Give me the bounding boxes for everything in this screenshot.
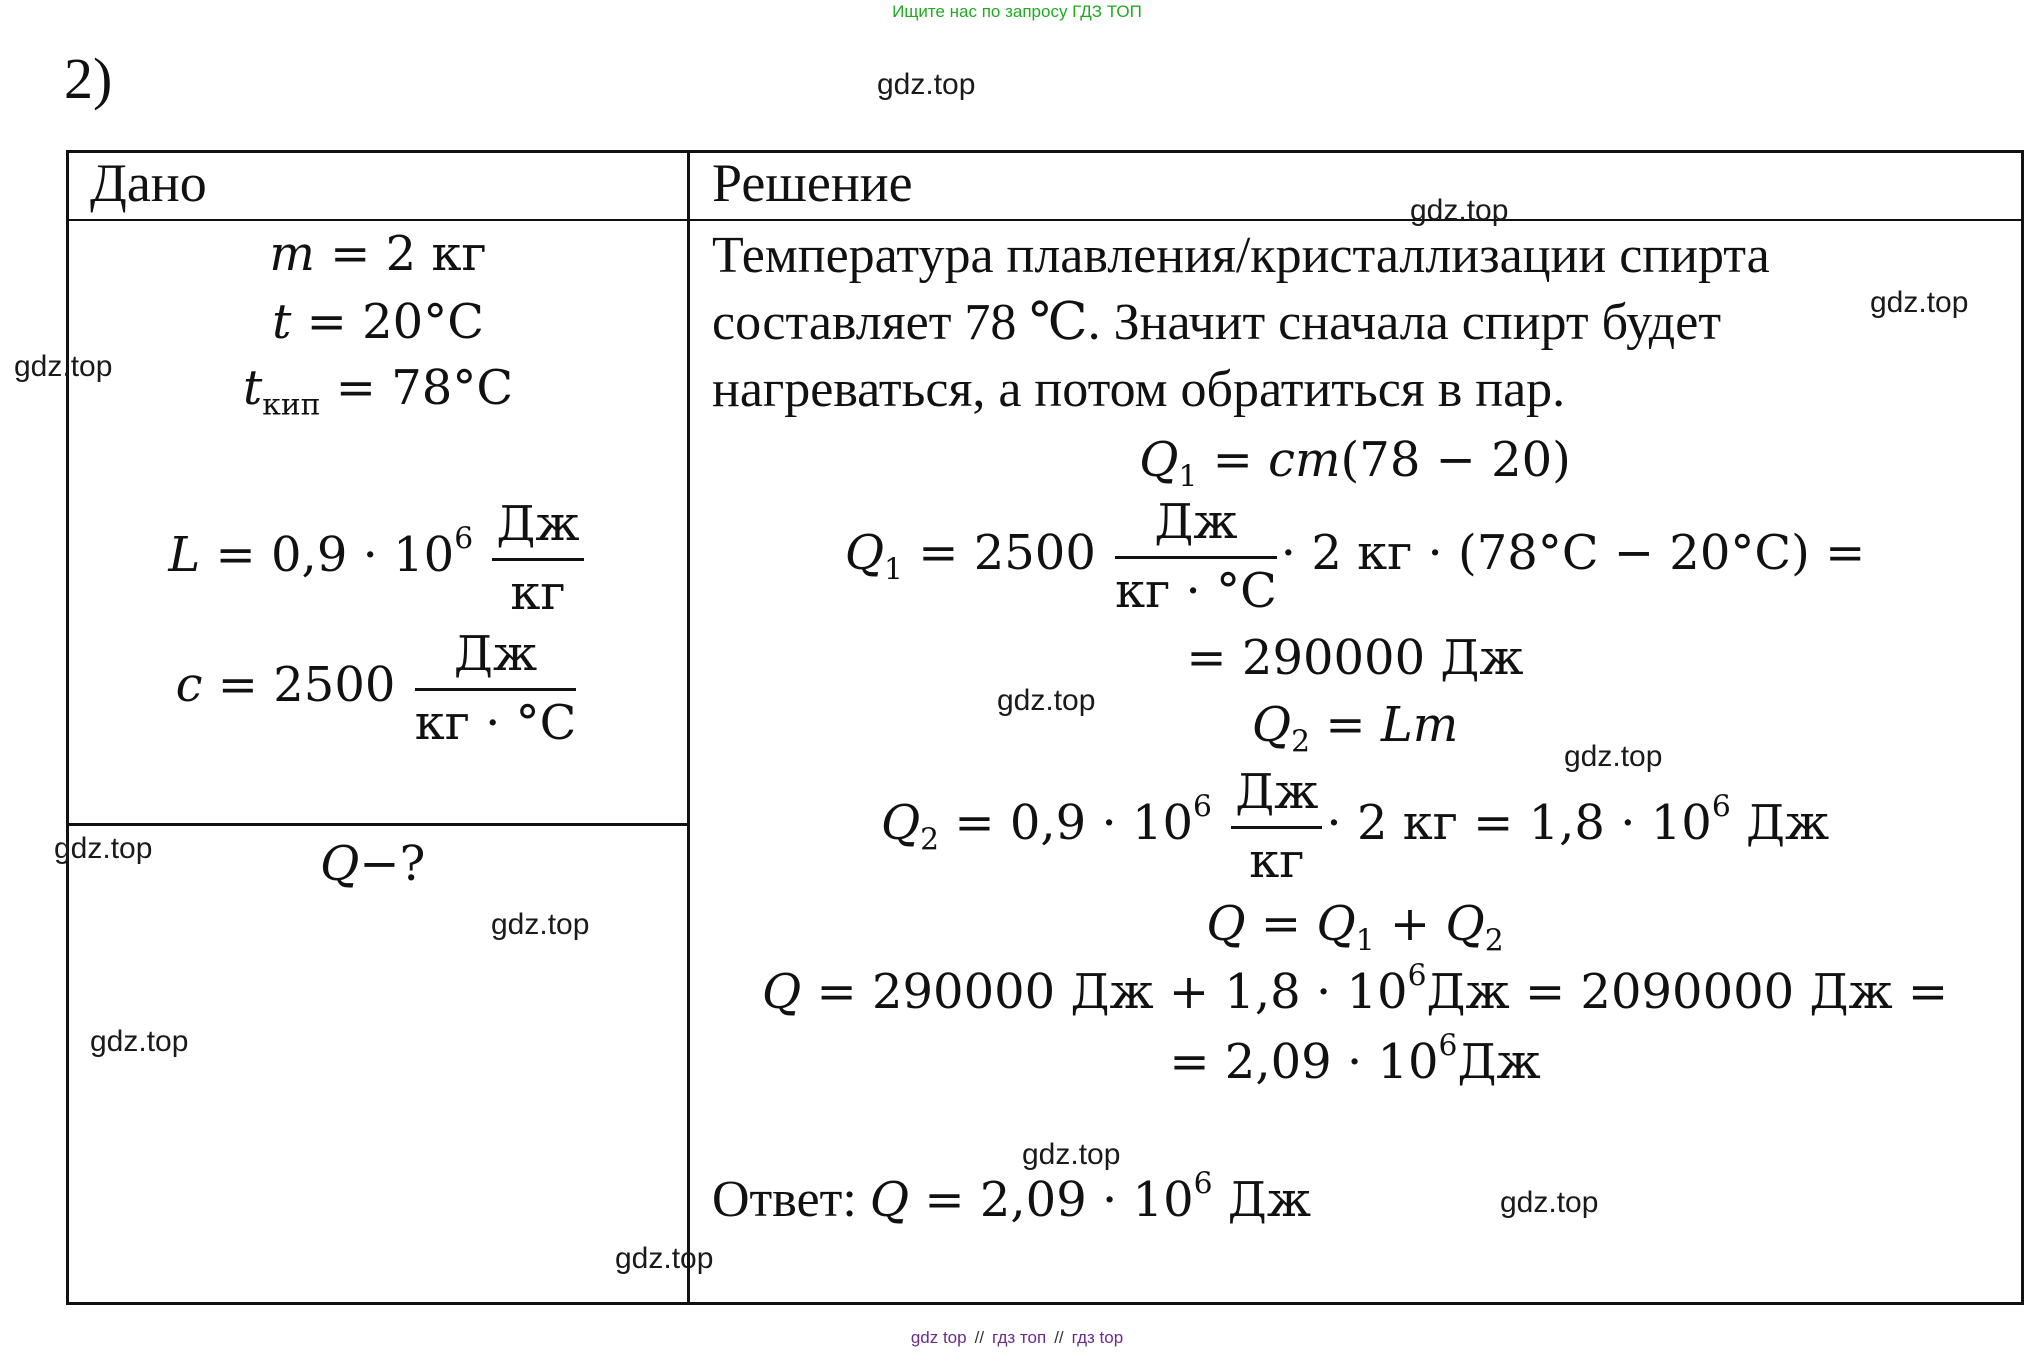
boiling-subscript: кип <box>262 387 321 423</box>
boiling-temperature-value: = 78°C <box>320 360 514 416</box>
sum-q1-symbol: Q <box>1316 896 1356 952</box>
q2s-unit-num: Дж <box>1231 764 1322 829</box>
q2-equals: = <box>1310 697 1381 753</box>
latent-heat-unit-num: Дж <box>492 496 583 561</box>
q2s-exponent: 6 <box>1193 789 1212 825</box>
specific-heat-unit <box>415 626 577 751</box>
total-result-exponent: 6 <box>1438 1028 1458 1064</box>
watermark: gdz.top <box>1500 1186 1599 1219</box>
total-rest1: = 290000 Дж + 1,8 · 10 <box>801 964 1408 1020</box>
mass-symbol: m <box>269 226 315 282</box>
watermark: gdz.top <box>54 832 153 865</box>
q2s-rest1: · 2 кг = 1,8 · 10 <box>1326 795 1712 851</box>
watermark: gdz.top <box>90 1025 189 1058</box>
latent-heat-unit <box>492 496 583 621</box>
total-result-rest2: Дж <box>1457 1034 1541 1090</box>
table-border-right <box>2021 150 2024 1305</box>
equation-q2-substitution <box>690 764 2020 889</box>
footer-link-gdz-top[interactable]: gdz top <box>910 1328 967 1347</box>
watermark: gdz.top <box>1870 286 1969 319</box>
q2s-unit <box>1231 764 1322 889</box>
search-banner: Ищите нас по запросу ГДЗ ТОП <box>892 2 1142 21</box>
watermark: gdz.top <box>1022 1138 1121 1171</box>
q2s-rest2: Дж <box>1730 795 1830 851</box>
sum-plus: + <box>1374 896 1446 952</box>
q2-subscript: 2 <box>1291 724 1311 760</box>
table-header-divider <box>66 219 2024 221</box>
table-border-top <box>66 150 2024 153</box>
q1s-subscript: 1 <box>884 552 903 588</box>
watermark: gdz.top <box>615 1242 714 1275</box>
equation-q1-result: = 290000 Дж <box>1186 630 1524 686</box>
watermark: gdz.top <box>877 68 976 101</box>
footer-separator: // <box>974 1328 985 1347</box>
latent-heat-exponent: 6 <box>454 521 474 557</box>
q2-symbol: Q <box>1251 697 1292 753</box>
solution-header: Решение <box>712 153 913 213</box>
answer-label: Ответ: <box>712 1171 870 1228</box>
q1s-coef: = 2500 <box>902 525 1096 581</box>
q1s-unit-num: Дж <box>1115 494 1277 559</box>
specific-heat-coef: = 2500 <box>202 657 396 713</box>
sum-equals: = <box>1245 896 1317 952</box>
given-header: Дано <box>90 153 207 213</box>
specific-heat-symbol: c <box>175 657 203 713</box>
boiling-temperature-symbol: t <box>242 360 263 416</box>
solution-text-line2: составляет 78 ℃. Значит сначала спирт будет <box>712 294 1722 351</box>
temperature-symbol: t <box>272 294 292 350</box>
given-mass <box>68 226 688 282</box>
latent-heat-coef: = 0,9 · 10 <box>200 527 455 583</box>
equation-q1-substitution <box>690 494 2020 619</box>
find-quantity <box>320 836 425 892</box>
footer-link-gdz-top-mixed[interactable]: гдз top <box>1071 1328 1124 1347</box>
q1-rhs-symbols: cm <box>1268 432 1341 488</box>
q2s-coef: = 0,9 · 10 <box>939 795 1194 851</box>
footer-separator: // <box>1054 1328 1064 1347</box>
watermark: gdz.top <box>491 908 590 941</box>
total-symbol: Q <box>761 964 802 1020</box>
given-temperature <box>68 294 688 350</box>
solution-text-line3: нагреваться, а потом обратиться в пар. <box>712 361 1566 418</box>
watermark: gdz.top <box>1564 740 1663 773</box>
solution-text-line1: Температура плавления/кристаллизации спирта <box>712 227 1770 284</box>
total-rest2: Дж = 2090000 Дж = <box>1426 964 1949 1020</box>
equation-q-total <box>690 958 2020 1020</box>
q2s-subscript: 2 <box>920 822 940 858</box>
answer-exponent: 6 <box>1193 1166 1213 1202</box>
specific-heat-unit-den: кг · °C <box>414 695 577 751</box>
q1s-unit-den: кг · °C <box>1115 563 1277 619</box>
answer <box>712 1166 1311 1229</box>
q1s-rest: · 2 кг · (78°C − 20°C) = <box>1280 525 1866 581</box>
equation-q-total-result <box>690 1028 2020 1090</box>
given-latent-heat <box>68 496 688 621</box>
mass-value: = 2 кг <box>314 226 487 282</box>
q1-symbol: Q <box>1139 432 1179 488</box>
watermark: gdz.top <box>997 684 1096 717</box>
sum-q1-subscript: 1 <box>1355 923 1375 959</box>
given-specific-heat <box>68 626 688 751</box>
sum-symbol: Q <box>1206 896 1246 952</box>
task-number: 2) <box>64 46 113 111</box>
latent-heat-symbol: L <box>168 527 201 583</box>
q1s-unit <box>1115 494 1277 619</box>
total-result-rest1: = 2,09 · 10 <box>1169 1034 1439 1090</box>
equation-q1-formula <box>690 432 2020 495</box>
answer-rest2: Дж <box>1212 1172 1311 1228</box>
q1-equals: = <box>1197 432 1269 488</box>
watermark: gdz.top <box>14 350 113 383</box>
q2-rhs-symbols: Lm <box>1380 697 1459 753</box>
given-boiling-temperature <box>68 360 688 423</box>
specific-heat-unit-num: Дж <box>415 626 577 691</box>
footer-links <box>0 1328 2034 1348</box>
q1-rhs-rest: (78 − 20) <box>1340 432 1571 488</box>
total-exponent: 6 <box>1407 958 1427 994</box>
sum-q2-subscript: 2 <box>1484 923 1504 959</box>
answer-symbol: Q <box>869 1172 910 1228</box>
q2s-exponent2: 6 <box>1711 789 1731 825</box>
watermark: gdz.top <box>1410 194 1509 227</box>
q2s-unit-den: кг <box>1249 833 1305 889</box>
find-symbol: Q <box>320 836 360 892</box>
footer-link-gdz-top-ru[interactable]: гдз топ <box>992 1328 1047 1347</box>
answer-rest1: = 2,09 · 10 <box>909 1172 1194 1228</box>
equation-q-sum <box>690 896 2020 959</box>
temperature-value: = 20°C <box>291 294 484 350</box>
sum-q2-symbol: Q <box>1445 896 1485 952</box>
latent-heat-unit-den: кг <box>510 565 566 621</box>
table-border-bottom <box>66 1302 2024 1305</box>
q1-subscript: 1 <box>1178 459 1198 495</box>
q1s-symbol: Q <box>844 525 885 581</box>
find-question: −? <box>359 836 426 892</box>
given-find-divider <box>66 823 690 826</box>
q2s-symbol: Q <box>880 795 921 851</box>
